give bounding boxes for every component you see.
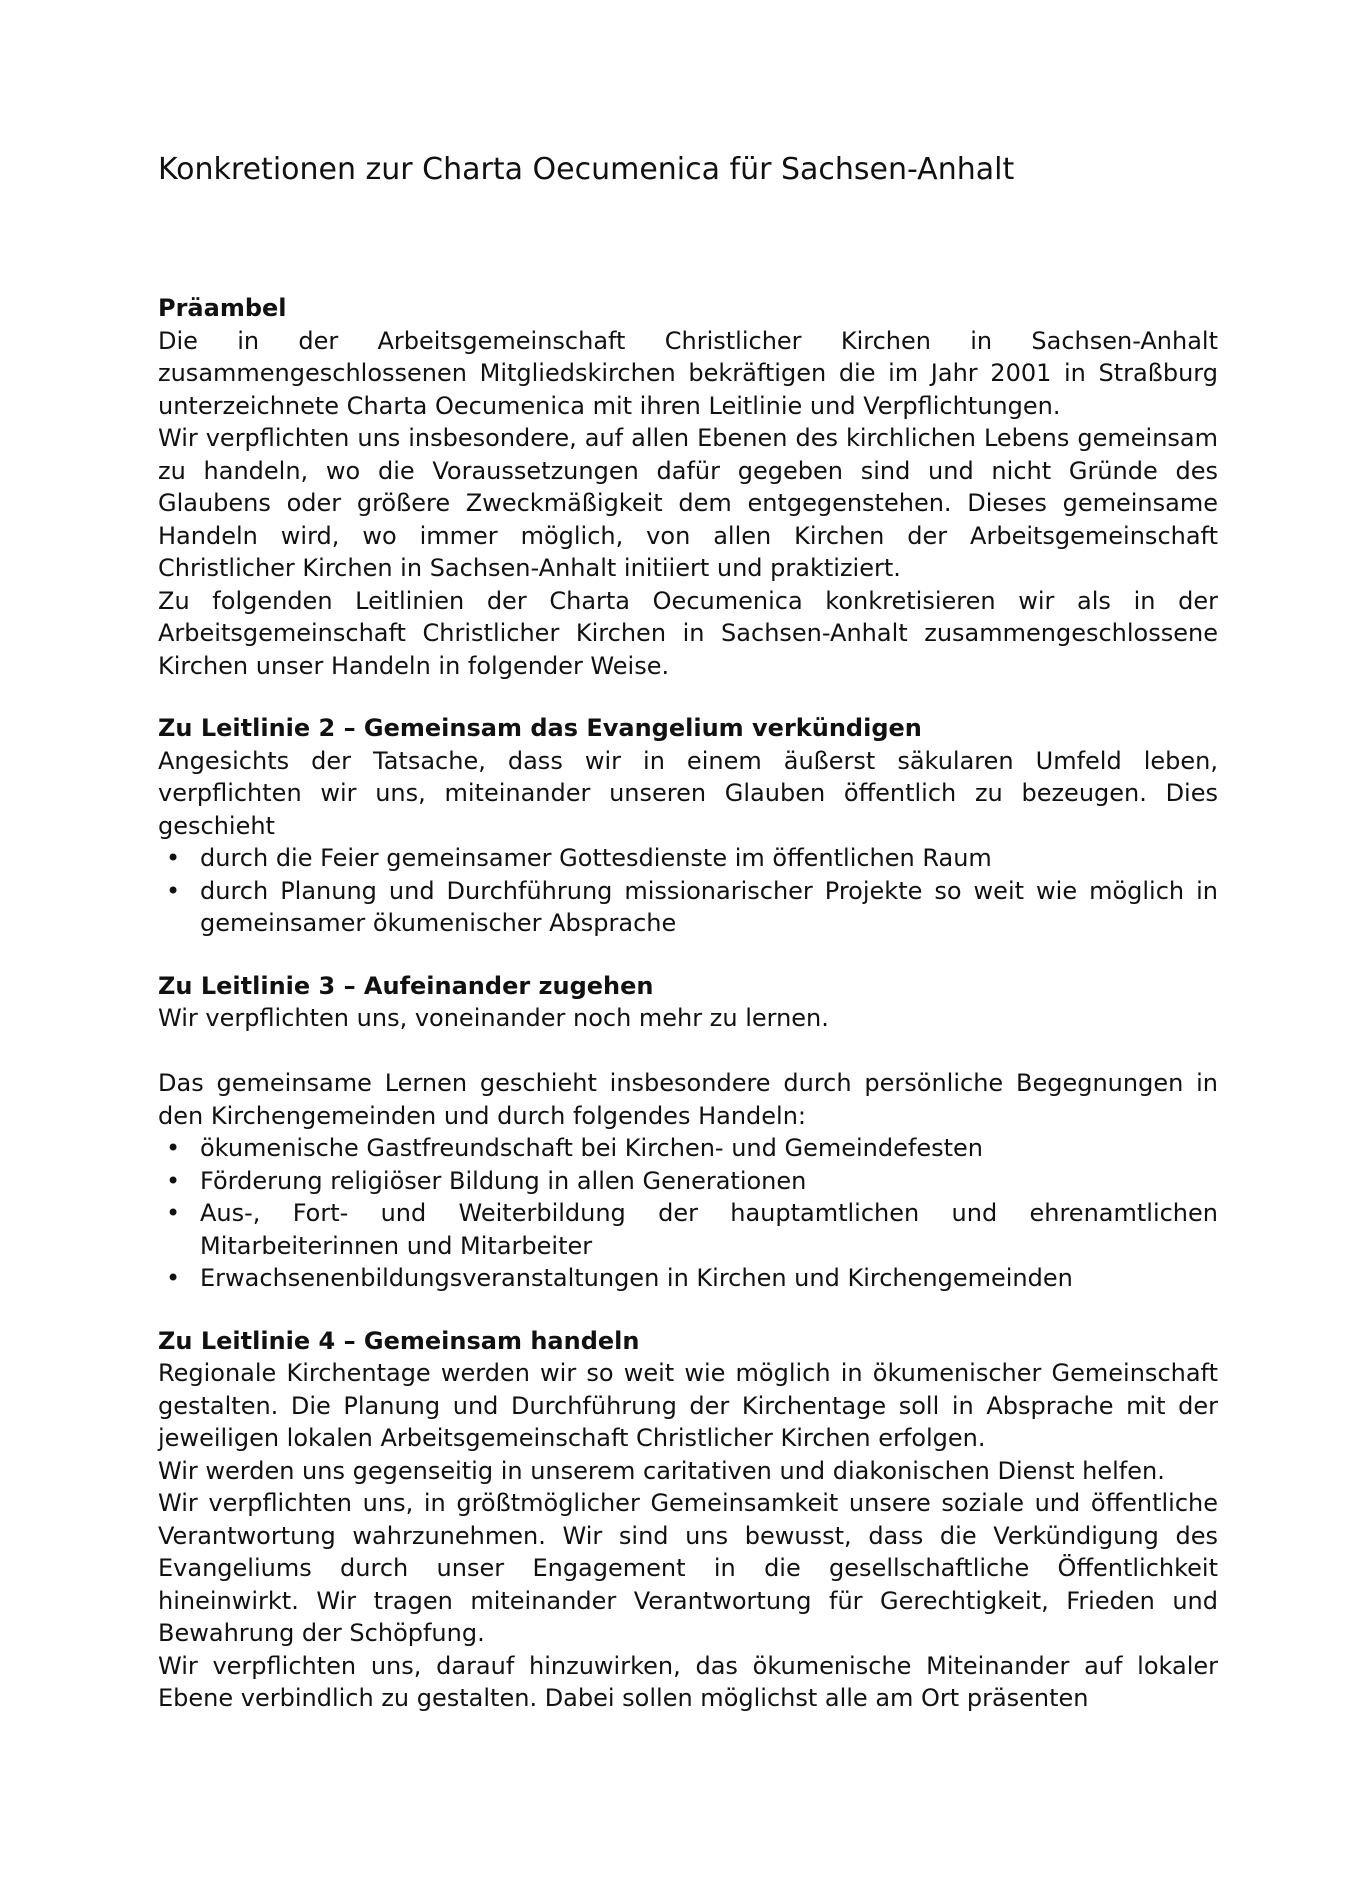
list-item bbox=[158, 1132, 1218, 1165]
section-leitlinie-3 bbox=[158, 970, 1218, 1295]
paragraph: Wir verpflichten uns, in größtmöglicher Gemeinsamkeit unsere soziale und öffentliche Verantwortung wahrzunehmen. Wir sind uns bewusst, dass die Verkündigung des Evangeliums durch unser Engagement in die gesellschaftliche Öffentlichkeit hineinwirkt. Wir tragen miteinander Verantwortung für Gerechtigkeit, Frieden und Bewahrung der Schöpfung. bbox=[158, 1489, 1218, 1647]
bullet-list bbox=[158, 842, 1218, 940]
bullet-list bbox=[158, 1132, 1218, 1295]
bullet-icon: • bbox=[166, 1264, 181, 1292]
document-page bbox=[158, 150, 1218, 1745]
list-item-text: Erwachsenenbildungsveranstaltungen in Kirchen und Kirchengemeinden bbox=[200, 1264, 1073, 1292]
list-item bbox=[158, 1197, 1218, 1262]
section-heading: Zu Leitlinie 2 – Gemeinsam das Evangelium verkündigen bbox=[158, 714, 922, 742]
paragraph: Wir verpflichten uns, darauf hinzuwirken, das ökumenische Miteinander auf lokaler Ebene verbindlich zu gestalten. Dabei sollen möglichst alle am Ort präsenten bbox=[158, 1651, 1218, 1712]
paragraph: Wir verpflichten uns, voneinander noch mehr zu lernen. bbox=[158, 1004, 829, 1032]
bullet-icon: • bbox=[166, 1166, 181, 1195]
list-item bbox=[158, 1165, 1218, 1198]
paragraph: Die in der Arbeitsgemeinschaft Christlicher Kirchen in Sachsen-Anhalt zusammengeschlossenen Mitgliedskirchen bekräftigen die im Jahr 2001 in Straßburg unterzeichnete Charta Oecumenica mit ihren Leitlinie und Verpflichtungen. bbox=[158, 326, 1218, 420]
list-item-text: Förderung religiöser Bildung in allen Generationen bbox=[200, 1166, 807, 1195]
list-item-text: durch Planung und Durchführung missionarischer Projekte so weit wie möglich in gemeinsamer ökumenischer Absprache bbox=[200, 876, 1218, 937]
paragraph: Wir werden uns gegenseitig in unserem caritativen und diakonischen Dienst helfen. bbox=[158, 1456, 1165, 1485]
section-heading: Zu Leitlinie 3 – Aufeinander zugehen bbox=[158, 971, 654, 1000]
bullet-icon: • bbox=[166, 1199, 181, 1227]
paragraph: Das gemeinsame Lernen geschieht insbesondere durch persönliche Begegnungen in den Kirchengemeinden und durch folgendes Handeln: bbox=[158, 1069, 1218, 1130]
bullet-icon: • bbox=[166, 1134, 181, 1162]
section-leitlinie-2 bbox=[158, 712, 1218, 940]
list-item bbox=[158, 875, 1218, 940]
paragraph: Wir verpflichten uns insbesondere, auf allen Ebenen des kirchlichen Lebens gemeinsam zu handeln, wo die Voraussetzungen dafür gegeben sind und nicht Gründe des Glaubens oder größere Zweckmäßigkeit dem entgegenstehen. Dieses gemeinsame Handeln wird, wo immer möglich, von allen Kirchen der Arbeitsgemeinschaft Christlicher Kirchen in Sachsen-Anhalt initiiert und praktiziert. bbox=[158, 424, 1218, 582]
list-item bbox=[158, 842, 1218, 875]
document-title: Konkretionen zur Charta Oecumenica für Sachsen-Anhalt bbox=[158, 152, 1015, 187]
paragraph: Zu folgenden Leitlinien der Charta Oecumenica konkretisieren wir als in der Arbeitsgemeinschaft Christlicher Kirchen in Sachsen-Anhalt zusammengeschlossene Kirchen unser Handeln in folgender Weise. bbox=[158, 586, 1218, 680]
bullet-icon: • bbox=[166, 844, 181, 872]
section-leitlinie-4 bbox=[158, 1325, 1218, 1715]
bullet-icon: • bbox=[166, 876, 181, 905]
section-heading: Zu Leitlinie 4 – Gemeinsam handeln bbox=[158, 1326, 640, 1355]
list-item-text: Aus-, Fort- und Weiterbildung der hauptamtlichen und ehrenamtlichen Mitarbeiterinnen und Mitarbeiter bbox=[200, 1199, 1218, 1260]
section-praeambel bbox=[158, 292, 1218, 682]
paragraph: Angesichts der Tatsache, dass wir in einem äußerst säkularen Umfeld leben, verpflichten wir uns, miteinander unseren Glauben öffentlich zu bezeugen. Dies geschieht bbox=[158, 746, 1218, 840]
section-heading: Präambel bbox=[158, 294, 287, 322]
paragraph: Regionale Kirchentage werden wir so weit wie möglich in ökumenischer Gemeinschaft gestalten. Die Planung und Durchführung der Kirchentage soll in Absprache mit der jeweiligen lokalen Arbeitsgemeinschaft Christlicher Kirchen erfolgen. bbox=[158, 1359, 1218, 1452]
list-item bbox=[158, 1262, 1218, 1295]
list-item-text: ökumenische Gastfreundschaft bei Kirchen- und Gemeindefesten bbox=[200, 1134, 983, 1162]
list-item-text: durch die Feier gemeinsamer Gottesdienste im öffentlichen Raum bbox=[200, 844, 992, 872]
